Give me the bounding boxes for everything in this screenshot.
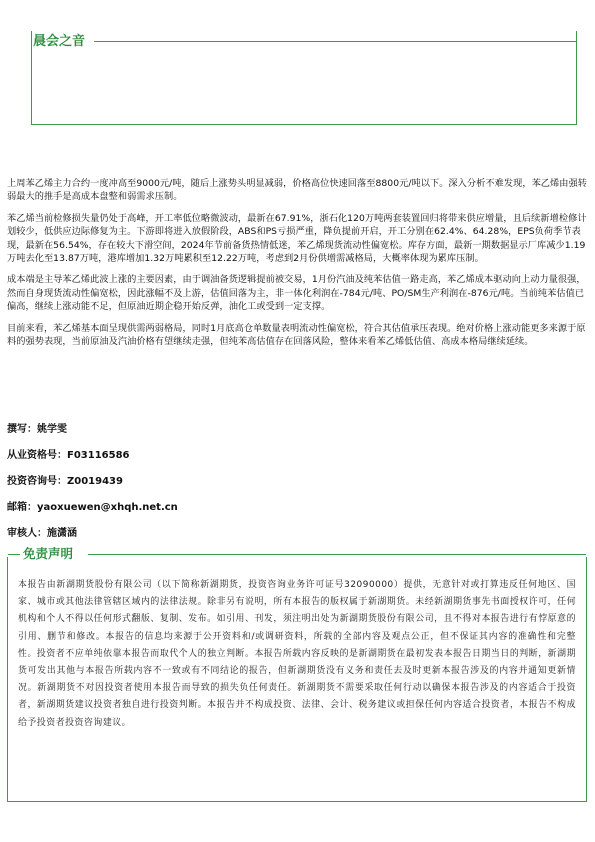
author-line: 撰写：姚学雯 (7, 424, 67, 435)
email-line[interactable]: 邮箱：yaoxuewen@xhqh.net.cn (7, 502, 178, 513)
section-title: 晨会之音 (33, 34, 86, 49)
disclaimer-title: 免责声明 (20, 546, 76, 562)
paragraph-2: 苯乙烯当前检修损失量仍处于高峰，开工率低位略微波动，最新在67.91%，浙石化120万吨两套装置回归将带来供应增量，且后续新增检修计划较少，低供应边际修复为主。下游即将进入放假阶段，ABS和PS亏损严重，降负提前开启，开工分别在62.4%、64.28%，EPS负荷季节表现，最新在56.54%，存在较大下滑空间，2024年节前备货热情低迷，苯乙烯现货流动性偏宽松。库存方面，最新一期数据显示厂库减少1.19万吨去化至13.87万吨，港库增加1.32万吨累积至12.22万吨，考虑到2月份供增需减格局，大概率体现为累库压制。 (7, 212, 587, 265)
disclaimer-rule-left (8, 554, 20, 555)
section-title-rule (94, 41, 576, 42)
consulting-line: 投资咨询号：Z0019439 (7, 476, 123, 487)
report-body (7, 177, 589, 356)
morning-section-box (31, 31, 577, 125)
disclaimer-text: 本报告由新湖期货股份有限公司（以下简称新湖期货，投资咨询业务许可证号32090000）提供，无意针对或打算违反任何地区、国家、城市或其他法律管辖区域内的法律法规。除非另有说明，所有本报告的版权属于新湖期货。未经新湖期货事先书面授权许可，任何机构和个人不得以任何形式翻版、复制、发布。如引用、刊发，须注明出处为新湖期货股份有限公司，且不得对本报告进行有悖原意的引用、删节和修改。本报告的信息均来源于公开资料和/或调研资料，所载的全部内容及观点公正，但不保证其内容的准确性和完整性。投资者不应单纯依靠本报告而取代个人的独立判断。本报告所载内容反映的是新湖期货在最初发表本报告日期当日的判断，新湖期货可发出其他与本报告所载内容不一致或有不同结论的报告，但新湖期货没有义务和责任去及时更新本报告涉及的内容并通知更新情况。新湖期货不对因投资者使用本报告而导致的损失负任何责任。新湖期货不需要采取任何行动以确保本报告涉及的内容适合于投资者，新湖期货建议投资者独自进行投资判断。本报告并不构成投资、法律、会计、税务建议或担保任何内容适合投资者，本报告不构成给予投资者投资咨询建议。 (18, 580, 576, 728)
disclaimer-box (7, 546, 587, 802)
qualification-line: 从业资格号：F03116586 (7, 450, 130, 461)
paragraph-3: 成本端是主导苯乙烯此波上涨的主要因素，由于调油备货逻辑提前被交易，1月份汽油及纯苯估值一路走高，苯乙烯成本驱动向上动力量很强，然而自身现货流动性偏宽松，因此涨幅不及上游，估值回落为主，非一体化利润在-784元/吨、PO/SM生产利润在-876元/吨。当前纯苯估值已偏高，继续上涨动能不足，但原油近期企稳开始反弹，油化工或受到一定支撑。 (7, 274, 586, 313)
reviewer-line: 审核人：施潇涵 (7, 528, 77, 539)
disclaimer-rule-right (88, 554, 586, 555)
paragraph-4: 目前来看，苯乙烯基本面呈现供需两弱格局，同时1月底高仓单数量表明流动性偏宽松，符合其估值承压表现。绝对价格上涨动能更多来源于原料的强势表现，当前原油及汽油价格有望继续走强，但纯苯高估值存在回落风险，整体来看苯乙烯低估值、高成本格局继续延续。 (7, 322, 586, 348)
paragraph-1: 上周苯乙烯主力合约一度冲高至9000元/吨，随后上涨势头明显减弱，价格高位快速回落至8800元/吨以下。深入分析不难发现，苯乙烯由强转弱最大的推手是高成本盘整和弱需求压制。 (7, 178, 587, 203)
